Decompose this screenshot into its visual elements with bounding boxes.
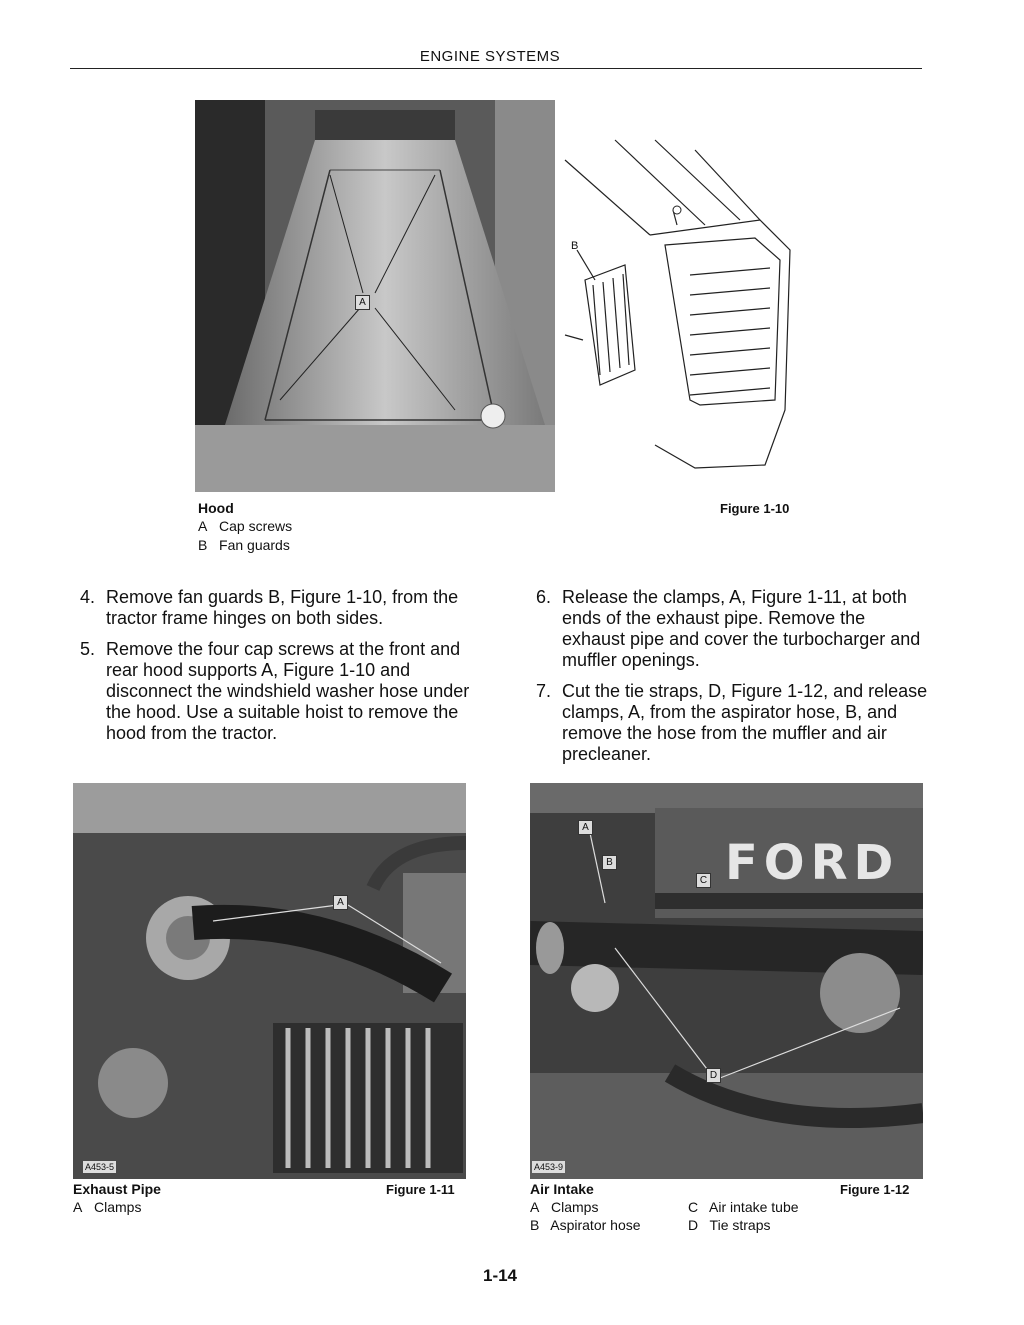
callout-a: A	[355, 295, 370, 310]
callout-b: B	[602, 855, 617, 870]
callout-a: A	[333, 895, 348, 910]
callout-c: C	[696, 873, 711, 888]
figure-1-10-photo	[195, 100, 555, 492]
page-number: 1-14	[482, 1266, 518, 1285]
caption-letter: C	[688, 1199, 699, 1215]
figure-1-11-caption-item-a	[73, 1199, 141, 1215]
step-5	[80, 639, 472, 744]
figure-1-10-caption-item-a	[198, 518, 292, 534]
steps-right-column	[536, 587, 928, 765]
callout-a: A	[578, 820, 593, 835]
figure-1-12-caption-item-a	[530, 1199, 598, 1215]
step-7	[536, 681, 928, 765]
photo-reference-stamp: A453-5	[85, 1162, 115, 1172]
ford-brand-decal: FORD	[725, 835, 900, 891]
caption-letter: A	[73, 1199, 83, 1215]
step-text: Remove fan guards B, Figure 1-10, from the tractor frame hinges on both sides.	[106, 587, 459, 628]
caption-text: Clamps	[551, 1199, 599, 1215]
exhaust-photo-illustration	[73, 783, 466, 1179]
step-text: Remove the four cap screws at the front and rear hood supports A, Figure 1-10 and disconnect the windshield washer hose under the hood. Use a suitable hoist to remove the hood from the tractor.	[106, 639, 470, 743]
figure-1-12-caption-item-c	[688, 1199, 799, 1215]
photo-reference-stamp: A453-9	[534, 1162, 564, 1172]
caption-letter: B	[530, 1217, 540, 1233]
figure-1-12-photo	[530, 783, 923, 1179]
figure-1-12-caption-item-b	[530, 1217, 641, 1233]
steps-left-column	[80, 587, 472, 744]
caption-letter: B	[198, 537, 208, 553]
hood-photo-illustration	[195, 100, 555, 492]
figure-1-10-label: Figure 1-10	[720, 501, 790, 516]
step-number: 5.	[80, 639, 96, 659]
caption-letter: D	[688, 1217, 699, 1233]
fan-guard-drawing	[555, 100, 815, 492]
step-text: Cut the tie straps, D, Figure 1-12, and release clamps, A, from the aspirator hose, B, and remove the hose from the muffler and air precleaner.	[562, 681, 928, 764]
caption-text: Fan guards	[219, 537, 290, 553]
header-divider	[70, 68, 922, 69]
step-number: 7.	[536, 681, 552, 701]
caption-text: Air intake tube	[709, 1199, 799, 1215]
callout-d: D	[706, 1068, 721, 1083]
step-text: Release the clamps, A, Figure 1-11, at both ends of the exhaust pipe. Remove the exhaust pipe and cover the turbocharger and muffler openings.	[562, 587, 921, 670]
figure-1-10-drawing	[555, 100, 815, 492]
caption-text: Tie straps	[709, 1217, 771, 1233]
step-number: 6.	[536, 587, 552, 607]
caption-text: Cap screws	[219, 518, 293, 534]
figure-1-11-label: Figure 1-11	[386, 1182, 455, 1197]
figure-1-12-caption-title: Air Intake	[530, 1181, 594, 1197]
step-number: 4.	[80, 587, 96, 607]
caption-text: Aspirator hose	[550, 1217, 641, 1233]
figure-1-10-caption-item-b	[198, 537, 290, 553]
figure-1-12-caption-item-d	[688, 1217, 771, 1233]
figure-1-10-caption-title: Hood	[198, 500, 234, 516]
figure-1-11-photo	[73, 783, 466, 1179]
caption-text: Clamps	[94, 1199, 142, 1215]
caption-letter: A	[530, 1199, 540, 1215]
caption-letter: A	[198, 518, 208, 534]
callout-b: B	[571, 240, 579, 252]
figure-1-11-caption-title: Exhaust Pipe	[73, 1181, 161, 1197]
step-4	[80, 587, 472, 629]
step-6	[536, 587, 928, 671]
figure-1-12-label: Figure 1-12	[840, 1182, 910, 1197]
page-header-title: ENGINE SYSTEMS	[419, 48, 561, 65]
